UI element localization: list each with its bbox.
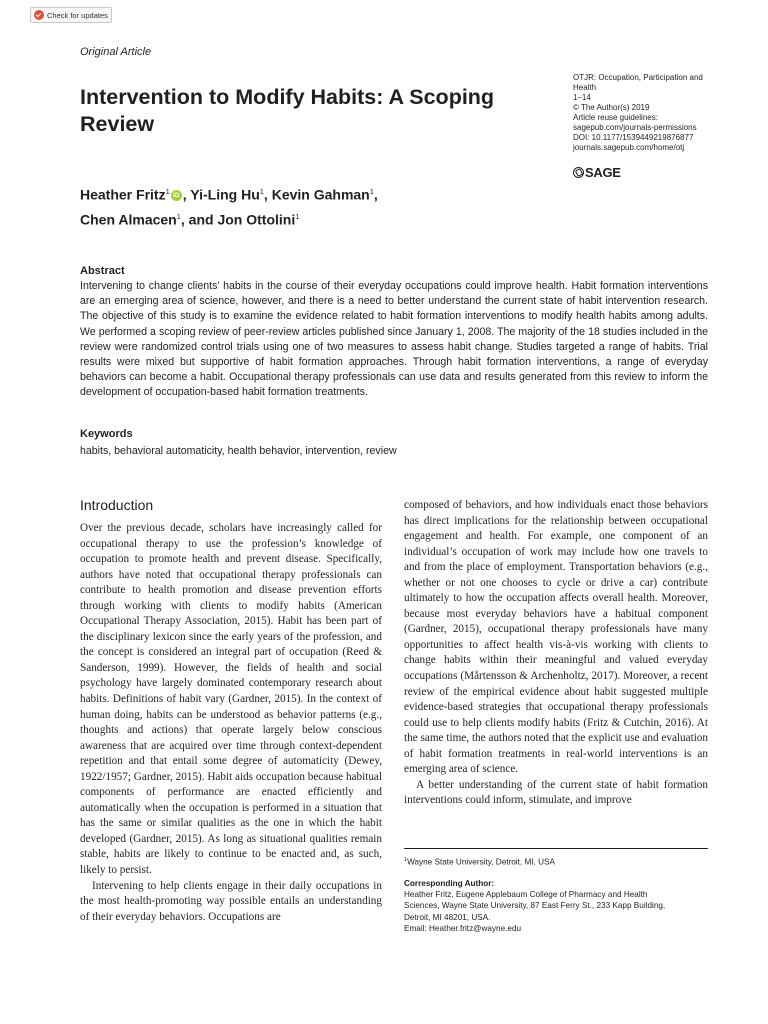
footnote-divider xyxy=(404,848,708,849)
author-name: Kevin Gahman xyxy=(271,186,370,203)
author-name: Heather Fritz xyxy=(80,186,166,203)
article-title: Intervention to Modify Habits: A Scoping Review xyxy=(80,85,495,136)
publisher-name: SAGE xyxy=(585,165,621,180)
body-paragraph: Over the previous decade, scholars have increasingly called for occupational therapy to use the profession’s knowledge of occupation to promote health and prevent disease. Specifically, authors have noted that occupational therapy professionals can contribute to health promotion and disease prevention efforts through working with clients to modify habits (American Occupational Therapy Association, 2015). Habit has been part of the disciplinary lexicon since the early years of the profession, and the concept is considered an integral part of occupation (Reed & Sanderson, 1999). However, the fields of health and social psychology have largely dominated contemporary research about habits. Definitions of habit vary (Gardner, 2015). In the context of human doing, habits can be understood as behavior patterns (e.g., thoughts and actions) that operate largely below conscious awareness that are acquired over time through context-dependent repetition and that entail some degree of automaticity (Dewey, 1922/1957; Gardner, 2015). Habit aids occupation because habitual components of performance are enacted efficiently and automatically when the occupation is performed in a situation that has the same or similar qualities as the one in which the habit developed (Gardner, 2015). As long as situational qualities remain stable, habits are likely to continue to be enacted and, as such, likely to persist. xyxy=(80,522,382,877)
affiliation-footnote xyxy=(404,855,708,868)
abstract-text: Intervening to change clients’ habits in the course of their everyday occupations could improve health. Habit formation interventions are an emerging area of science, however, and there is a need to better understand the current state of habit intervention research. The objective of this study is to examine the evidence related to habit formation interventions to modify health habits among adults. We performed a scoping review of peer-review articles published since January 1, 2008. The majority of the 18 studies included in the review were randomized control trials using one of two measures to assess habit change. Studies targeted a range of habits. Trial results were mixed but supportive of habit formation approaches. Through habit formation interventions, a range of everyday behaviors can become a habit. Occupational therapy professionals can use data and results generated from this review to inform the development of occupation-based habit formation treatments. xyxy=(80,280,708,399)
footnotes xyxy=(404,855,708,934)
check-for-updates-label: Check for updates xyxy=(47,10,108,20)
corresponding-author-heading: Corresponding Author: xyxy=(404,878,495,888)
author-affiliation-sup: 1 xyxy=(369,187,374,196)
author-list: Heather Fritz$^1$ iD , Yi-Ling Hu$^1$, Kevin Gahman$^1$, Chen Almacen$^1$, and Jon Ottolini$^1$ xyxy=(80,186,378,228)
author-separator: , xyxy=(263,186,272,203)
author-affiliation-sup: 1 xyxy=(176,211,181,221)
introduction-heading: Introduction xyxy=(80,497,154,513)
author-separator: , and xyxy=(180,211,218,228)
body-paragraph: composed of behaviors, and how individuals enact those behaviors has direct implications for the relationship between occupational engagement and health. For example, one component of an individual’s occupation of work may include how one travels to and from the place of employment. Transportation behaviors (e.g., whether or not one chooses to cycle or drive a car) contribute ultimately to how the occupation affects overall health. Moreover, because most everyday behaviors have a habitual component (Gardner, 2015), occupational therapy professionals have many opportunities to affect health vis-à-vis working with clients to change habits within their meaningful and valued everyday occupations (Mårtensson & Archenholtz, 2017). Moreover, a recent review of the empirical evidence about habit suggested multiple evidence-based strategies that occupational therapy professionals could use to help clients modify habits (Fritz & Cutchin, 2016). At the same time, the authors noted that the explicit use and evaluation of habit formation treatments in real-world interventions is an emerging area of science. xyxy=(404,499,708,776)
journal-info-line: Article reuse guidelines: xyxy=(573,113,658,122)
publisher-logo xyxy=(573,165,621,180)
orcid-icon[interactable]: iD xyxy=(171,190,182,201)
corresponding-author-line: Detroit, MI 48201, USA. xyxy=(404,912,491,922)
check-for-updates-badge[interactable] xyxy=(30,7,112,23)
author-separator: , xyxy=(182,186,191,203)
journal-info xyxy=(573,73,723,153)
body-paragraph: Intervening to help clients engage in their daily occupations in the most health-promoting way possible entails an understanding of their everyday behaviors. Occupations are xyxy=(80,879,382,923)
author-affiliation-sup: 1 xyxy=(295,211,300,221)
abstract-heading: Abstract xyxy=(80,265,125,277)
author-name: Jon Ottolini xyxy=(217,211,296,228)
sage-logo-icon xyxy=(573,167,584,178)
affiliation-sup: 1 xyxy=(404,857,408,863)
keywords-text: habits, behavioral automaticity, health behavior, intervention, review xyxy=(80,445,397,457)
journal-url-line[interactable]: journals.sagepub.com/home/otj xyxy=(573,143,685,152)
body-column-right xyxy=(404,498,708,809)
author-name: Chen Almacen xyxy=(80,211,177,228)
section-tag: Original Article xyxy=(80,46,152,58)
check-updates-icon xyxy=(34,10,44,20)
author-affiliation-sup: 1 xyxy=(259,187,264,196)
journal-info-line[interactable]: sagepub.com/journals-permissions xyxy=(573,123,697,132)
journal-info-line: © The Author(s) 2019 xyxy=(573,103,650,112)
doi-line[interactable]: DOI: 10.1177/1539449219876877 xyxy=(573,133,694,142)
journal-info-line: 1–14 xyxy=(573,93,591,102)
journal-info-line: OTJR: Occupation, Participation and xyxy=(573,73,703,82)
keywords-heading: Keywords xyxy=(80,428,133,440)
affiliation-text: Wayne State University, Detroit, MI, USA xyxy=(407,857,555,867)
author-name: Yi-Ling Hu xyxy=(190,186,260,203)
corresponding-author-line: Sciences, Wayne State University, 87 East Ferry St., 233 Kapp Building, xyxy=(404,901,666,911)
corresponding-author-line: Heather Fritz, Eugene Applebaum College of Pharmacy and Health xyxy=(404,890,648,900)
body-paragraph: A better understanding of the current state of habit formation interventions could inform, stimulate, and improve xyxy=(404,778,708,807)
author-affiliation-sup: 1 xyxy=(165,187,170,196)
journal-info-line: Health xyxy=(573,83,597,92)
body-column-left xyxy=(80,521,382,925)
corresponding-email[interactable]: Email: Heather.fritz@wayne.edu xyxy=(404,923,522,933)
